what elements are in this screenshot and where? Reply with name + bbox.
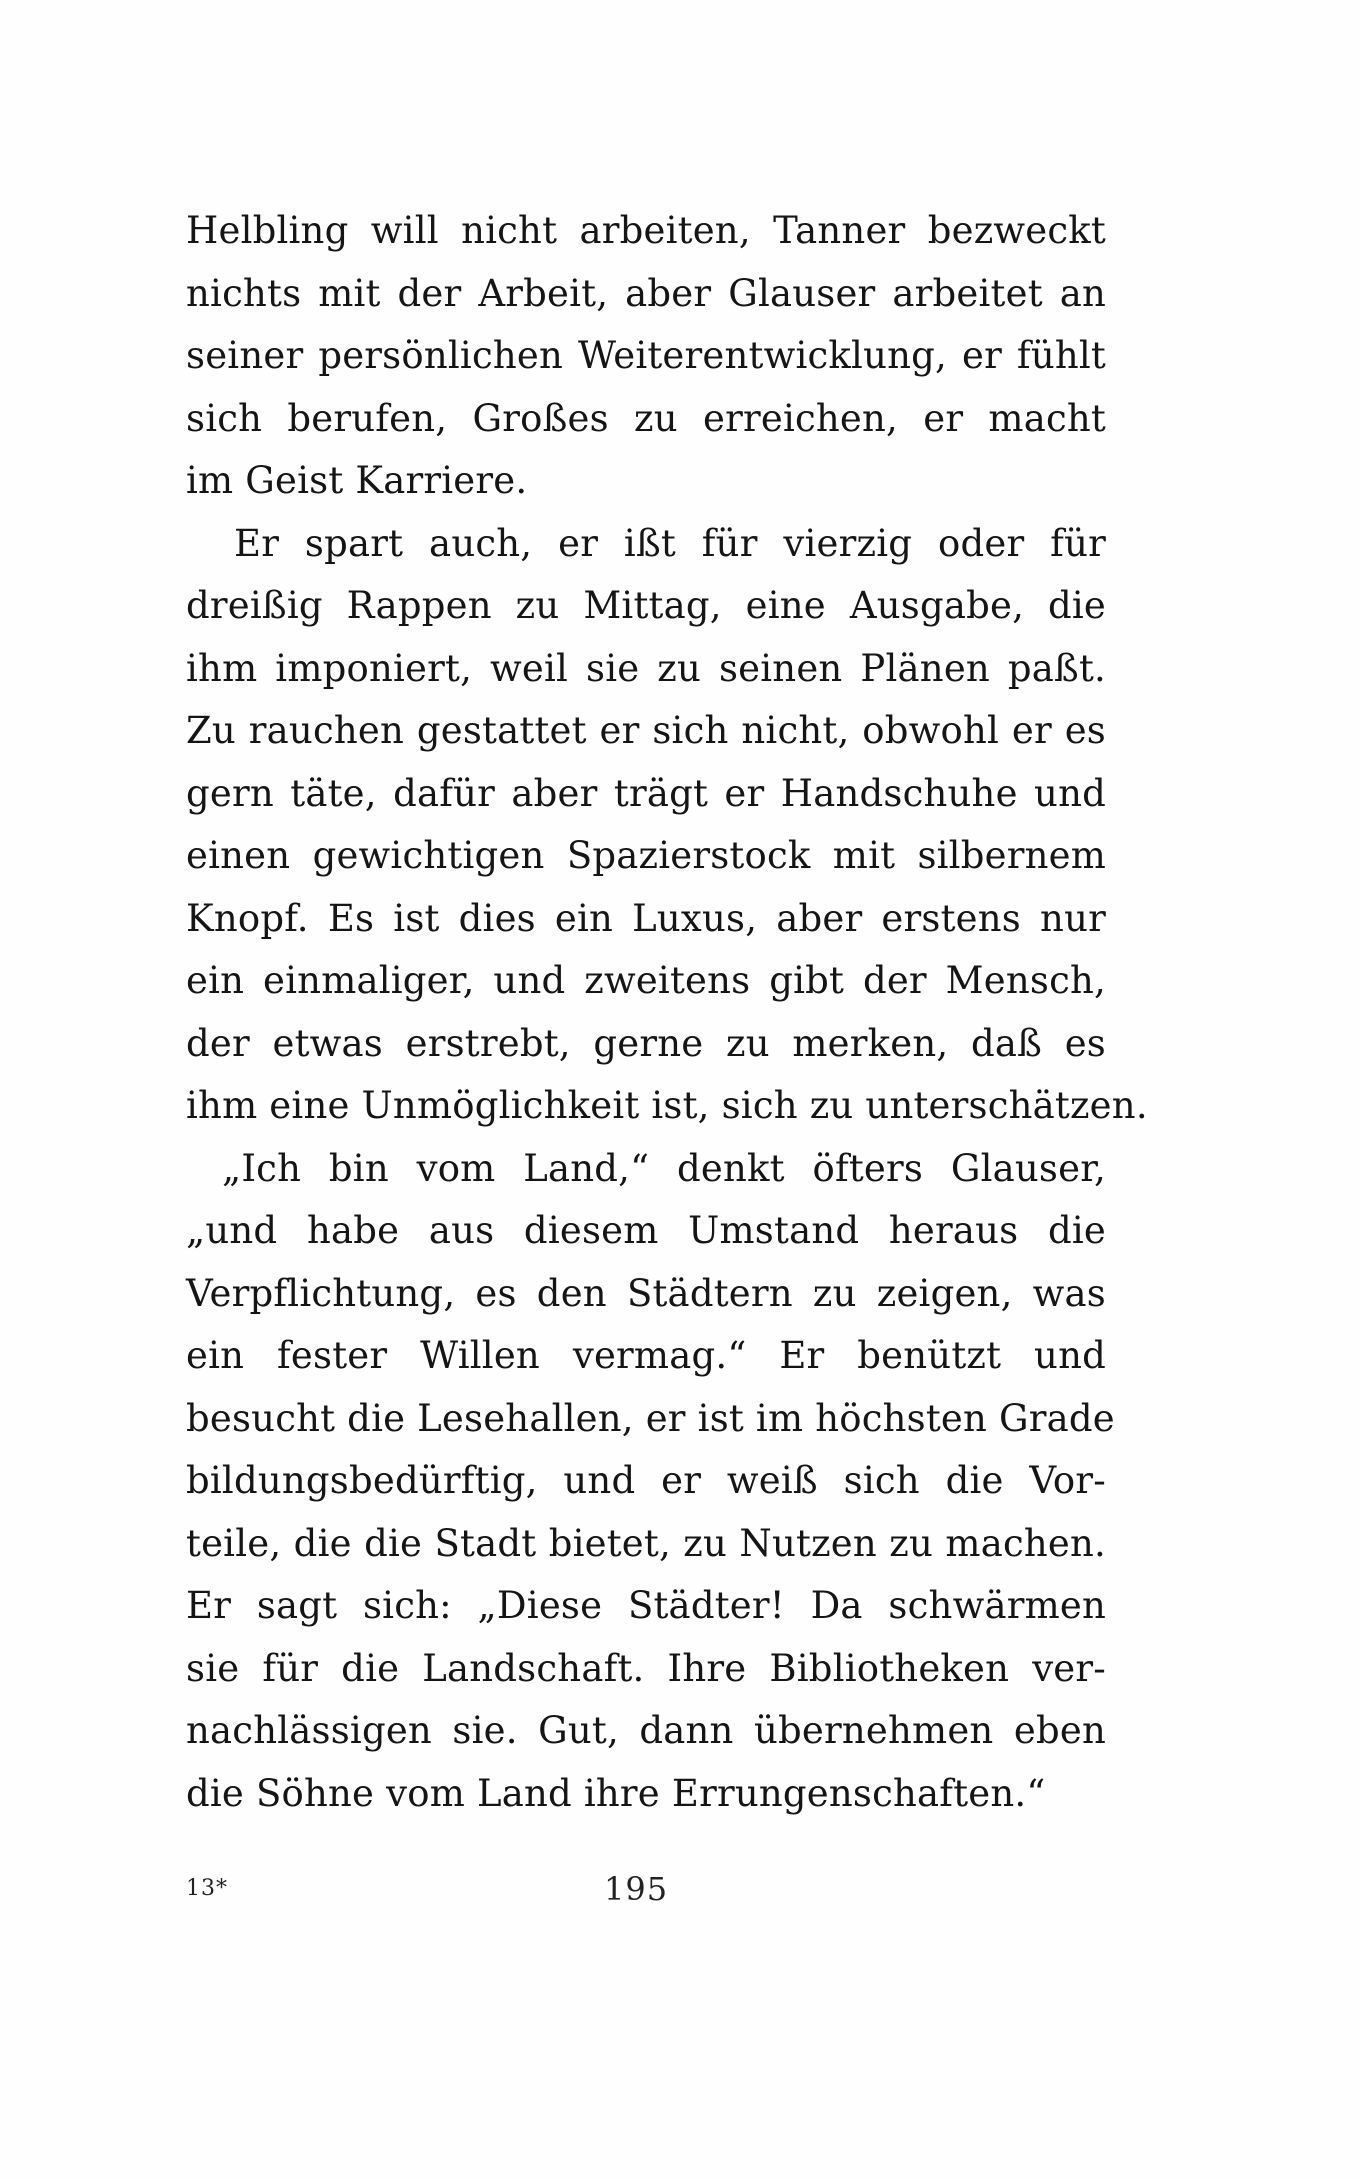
signature-mark: 13* <box>186 1876 228 1901</box>
text-line: der etwas erstrebt, gerne zu merken, daß es <box>186 1021 1106 1065</box>
page-footer <box>186 1870 1106 1920</box>
text-line: sich berufen, Großes zu erreichen, er macht <box>186 396 1106 440</box>
text-line: ihm eine Unmöglichkeit ist, sich zu unterschätzen. <box>186 1084 1148 1127</box>
text-line: dreißig Rappen zu Mittag, eine Ausgabe, die <box>186 584 1106 627</box>
text-line: die Söhne vom Land ihre Errungenschaften.“ <box>186 1771 1046 1815</box>
text-line: ein fester Willen vermag.“ Er benützt und <box>186 1334 1106 1377</box>
text-line: ihm imponiert, weil sie zu seinen Plänen paßt. <box>186 646 1106 690</box>
text-line: sie für die Landschaft. Ihre Bibliotheken ver- <box>186 1646 1106 1690</box>
text-line: Er spart auch, er ißt für vierzig oder für <box>234 521 1106 565</box>
text-line: Zu rauchen gestattet er sich nicht, obwohl er es <box>186 709 1106 752</box>
body-text <box>186 200 1148 1825</box>
text-line: teile, die die Stadt bietet, zu Nutzen zu machen. <box>186 1521 1106 1565</box>
text-line: seiner persönlichen Weiterentwicklung, er fühlt <box>186 334 1106 377</box>
page-number: 195 <box>604 1870 669 1908</box>
text-line: Verpflichtung, es den Städtern zu zeigen, was <box>186 1271 1106 1315</box>
paragraph-1 <box>186 200 1106 513</box>
text-line: „und habe aus diesem Umstand heraus die <box>186 1209 1106 1252</box>
text-line: Helbling will nicht arbeiten, Tanner bezweckt <box>186 209 1106 252</box>
text-line: „Ich bin vom Land,“ denkt öfters Glauser, <box>222 1146 1106 1190</box>
text-line: nichts mit der Arbeit, aber Glauser arbeitet an <box>186 271 1106 315</box>
paragraph-3 <box>186 1138 1115 1826</box>
paragraph-2 <box>186 513 1148 1138</box>
text-line: ein einmaliger, und zweitens gibt der Mensch, <box>186 959 1106 1002</box>
text-line: Er sagt sich: „Diese Städter! Da schwärmen <box>186 1584 1106 1627</box>
text-line: nachlässigen sie. Gut, dann übernehmen eben <box>186 1709 1106 1752</box>
text-line: Knopf. Es ist dies ein Luxus, aber erstens nur <box>186 896 1106 940</box>
text-line: besucht die Lesehallen, er ist im höchsten Grade <box>186 1396 1115 1440</box>
text-line: bildungsbedürftig, und er weiß sich die Vor- <box>186 1459 1106 1502</box>
text-line: gern täte, dafür aber trägt er Handschuhe und <box>186 771 1106 815</box>
text-line: im Geist Karriere. <box>186 459 528 502</box>
text-line: einen gewichtigen Spazierstock mit silbernem <box>186 834 1106 877</box>
